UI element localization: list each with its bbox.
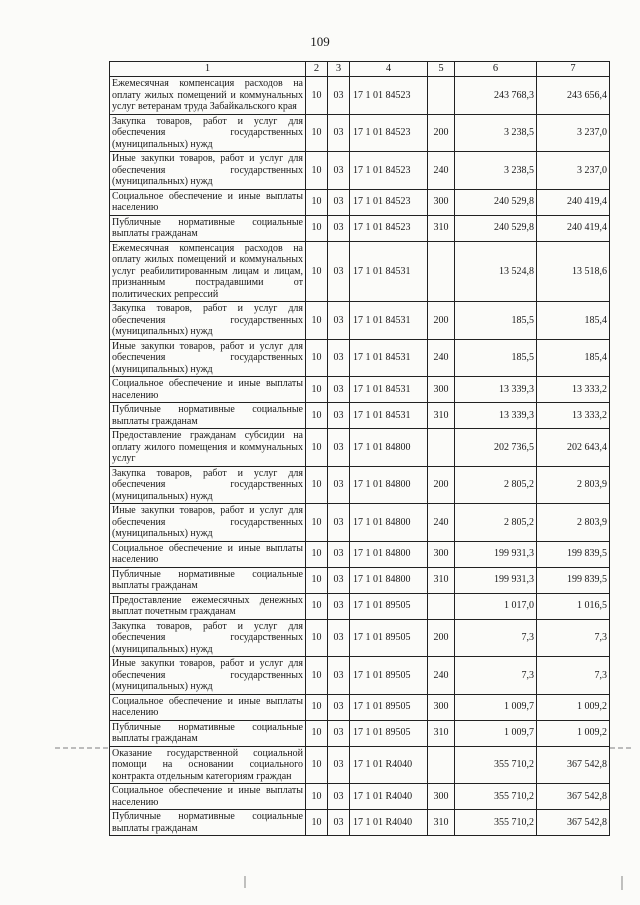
row-amount-col6: 185,5 xyxy=(455,339,537,377)
row-amount-col7: 367 542,8 xyxy=(537,784,610,810)
header-cell: 2 xyxy=(306,62,328,77)
row-amount-col6: 7,3 xyxy=(455,619,537,657)
row-amount-col7: 367 542,8 xyxy=(537,810,610,836)
row-section: 10 xyxy=(306,720,328,746)
row-subsection: 03 xyxy=(328,720,350,746)
row-section: 10 xyxy=(306,746,328,784)
row-expense-type: 200 xyxy=(428,619,455,657)
row-section: 10 xyxy=(306,152,328,190)
row-expense-type: 310 xyxy=(428,403,455,429)
row-amount-col7: 2 803,9 xyxy=(537,466,610,504)
row-target-code: 17 1 01 84800 xyxy=(350,429,428,467)
row-section: 10 xyxy=(306,657,328,695)
table-row xyxy=(110,429,610,467)
row-subsection: 03 xyxy=(328,377,350,403)
row-description: Публичные нормативные социальные выплаты гражданам xyxy=(110,215,306,241)
row-amount-col6: 355 710,2 xyxy=(455,746,537,784)
table-row xyxy=(110,593,610,619)
row-amount-col7: 13 333,2 xyxy=(537,377,610,403)
row-amount-col7: 240 419,4 xyxy=(537,215,610,241)
row-section: 10 xyxy=(306,593,328,619)
row-amount-col6: 240 529,8 xyxy=(455,215,537,241)
row-section: 10 xyxy=(306,403,328,429)
row-expense-type: 300 xyxy=(428,784,455,810)
row-target-code: 17 1 01 84531 xyxy=(350,241,428,302)
table-row xyxy=(110,541,610,567)
row-subsection: 03 xyxy=(328,339,350,377)
row-section: 10 xyxy=(306,77,328,115)
row-subsection: 03 xyxy=(328,784,350,810)
header-cell: 5 xyxy=(428,62,455,77)
row-section: 10 xyxy=(306,189,328,215)
row-subsection: 03 xyxy=(328,810,350,836)
row-subsection: 03 xyxy=(328,429,350,467)
row-description: Ежемесячная компенсация расходов на оплату жилых помещений и коммунальных услуг реабилитированным лицам и лицам, признанным пострадавшими от политических репрессий xyxy=(110,241,306,302)
row-target-code: 17 1 01 84531 xyxy=(350,403,428,429)
row-description: Социальное обеспечение и иные выплаты населению xyxy=(110,694,306,720)
row-amount-col6: 199 931,3 xyxy=(455,567,537,593)
row-subsection: 03 xyxy=(328,302,350,340)
row-target-code: 17 1 01 R4040 xyxy=(350,784,428,810)
row-subsection: 03 xyxy=(328,152,350,190)
table-row xyxy=(110,504,610,542)
row-amount-col7: 243 656,4 xyxy=(537,77,610,115)
table-row xyxy=(110,619,610,657)
table-row xyxy=(110,215,610,241)
row-subsection: 03 xyxy=(328,466,350,504)
row-section: 10 xyxy=(306,784,328,810)
row-target-code: 17 1 01 89505 xyxy=(350,720,428,746)
row-target-code: 17 1 01 84800 xyxy=(350,466,428,504)
table-row xyxy=(110,302,610,340)
row-target-code: 17 1 01 84523 xyxy=(350,152,428,190)
row-amount-col7: 202 643,4 xyxy=(537,429,610,467)
row-section: 10 xyxy=(306,215,328,241)
row-expense-type: 300 xyxy=(428,189,455,215)
row-expense-type: 300 xyxy=(428,541,455,567)
row-amount-col6: 199 931,3 xyxy=(455,541,537,567)
row-amount-col6: 2 805,2 xyxy=(455,504,537,542)
row-amount-col6: 1 017,0 xyxy=(455,593,537,619)
table-row xyxy=(110,77,610,115)
row-target-code: 17 1 01 84531 xyxy=(350,377,428,403)
row-section: 10 xyxy=(306,567,328,593)
row-subsection: 03 xyxy=(328,694,350,720)
header-cell: 7 xyxy=(537,62,610,77)
row-target-code: 17 1 01 84531 xyxy=(350,302,428,340)
table-row xyxy=(110,657,610,695)
row-amount-col6: 240 529,8 xyxy=(455,189,537,215)
row-target-code: 17 1 01 84800 xyxy=(350,504,428,542)
row-amount-col6: 243 768,3 xyxy=(455,77,537,115)
row-description: Иные закупки товаров, работ и услуг для обеспечения государственных (муниципальных) нужд xyxy=(110,504,306,542)
row-target-code: 17 1 01 84523 xyxy=(350,114,428,152)
row-subsection: 03 xyxy=(328,746,350,784)
row-subsection: 03 xyxy=(328,619,350,657)
row-expense-type xyxy=(428,77,455,115)
row-amount-col7: 1 009,2 xyxy=(537,720,610,746)
row-description: Иные закупки товаров, работ и услуг для обеспечения государственных (муниципальных) нужд xyxy=(110,657,306,695)
row-description: Публичные нормативные социальные выплаты гражданам xyxy=(110,567,306,593)
header-cell: 1 xyxy=(110,62,306,77)
table-row xyxy=(110,567,610,593)
budget-table xyxy=(109,61,610,836)
row-subsection: 03 xyxy=(328,657,350,695)
row-amount-col6: 13 524,8 xyxy=(455,241,537,302)
page-number: 109 xyxy=(310,34,330,49)
table-row xyxy=(110,377,610,403)
row-amount-col7: 199 839,5 xyxy=(537,567,610,593)
row-amount-col6: 3 238,5 xyxy=(455,152,537,190)
table-row xyxy=(110,784,610,810)
row-expense-type: 240 xyxy=(428,657,455,695)
row-expense-type: 240 xyxy=(428,504,455,542)
row-target-code: 17 1 01 84531 xyxy=(350,339,428,377)
row-section: 10 xyxy=(306,810,328,836)
row-subsection: 03 xyxy=(328,403,350,429)
row-description: Социальное обеспечение и иные выплаты населению xyxy=(110,377,306,403)
row-expense-type xyxy=(428,593,455,619)
row-description: Социальное обеспечение и иные выплаты населению xyxy=(110,541,306,567)
row-amount-col7: 185,4 xyxy=(537,339,610,377)
row-target-code: 17 1 01 84523 xyxy=(350,215,428,241)
row-description: Предоставление гражданам субсидии на оплату жилого помещения и коммунальных услуг xyxy=(110,429,306,467)
table-row xyxy=(110,152,610,190)
row-description: Иные закупки товаров, работ и услуг для обеспечения государственных (муниципальных) нужд xyxy=(110,152,306,190)
row-description: Оказание государственной социальной помощи на основании социального контракта отдельным категориям граждан xyxy=(110,746,306,784)
row-description: Публичные нормативные социальные выплаты гражданам xyxy=(110,720,306,746)
row-amount-col6: 202 736,5 xyxy=(455,429,537,467)
row-amount-col7: 240 419,4 xyxy=(537,189,610,215)
row-target-code: 17 1 01 84523 xyxy=(350,77,428,115)
row-subsection: 03 xyxy=(328,215,350,241)
row-description: Публичные нормативные социальные выплаты гражданам xyxy=(110,403,306,429)
row-section: 10 xyxy=(306,504,328,542)
row-subsection: 03 xyxy=(328,114,350,152)
row-section: 10 xyxy=(306,114,328,152)
table-row xyxy=(110,339,610,377)
row-expense-type: 200 xyxy=(428,466,455,504)
row-description: Социальное обеспечение и иные выплаты населению xyxy=(110,189,306,215)
row-amount-col7: 185,4 xyxy=(537,302,610,340)
row-amount-col6: 355 710,2 xyxy=(455,784,537,810)
row-description: Закупка товаров, работ и услуг для обеспечения государственных (муниципальных) нужд xyxy=(110,302,306,340)
row-target-code: 17 1 01 89505 xyxy=(350,619,428,657)
row-amount-col6: 2 805,2 xyxy=(455,466,537,504)
row-target-code: 17 1 01 84523 xyxy=(350,189,428,215)
row-expense-type: 240 xyxy=(428,339,455,377)
header-cell: 3 xyxy=(328,62,350,77)
row-amount-col7: 13 518,6 xyxy=(537,241,610,302)
row-subsection: 03 xyxy=(328,504,350,542)
row-description: Закупка товаров, работ и услуг для обеспечения государственных (муниципальных) нужд xyxy=(110,114,306,152)
row-amount-col7: 199 839,5 xyxy=(537,541,610,567)
row-subsection: 03 xyxy=(328,567,350,593)
row-expense-type: 240 xyxy=(428,152,455,190)
header-cell: 6 xyxy=(455,62,537,77)
row-description: Социальное обеспечение и иные выплаты населению xyxy=(110,784,306,810)
row-expense-type: 310 xyxy=(428,810,455,836)
row-expense-type: 300 xyxy=(428,694,455,720)
row-description: Публичные нормативные социальные выплаты гражданам xyxy=(110,810,306,836)
row-subsection: 03 xyxy=(328,541,350,567)
row-amount-col6: 13 339,3 xyxy=(455,403,537,429)
row-description: Ежемесячная компенсация расходов на оплату жилых помещений и коммунальных услуг ветеранам труда Забайкальского края xyxy=(110,77,306,115)
row-amount-col6: 355 710,2 xyxy=(455,810,537,836)
row-amount-col7: 1 009,2 xyxy=(537,694,610,720)
row-target-code: 17 1 01 89505 xyxy=(350,657,428,695)
row-section: 10 xyxy=(306,339,328,377)
row-subsection: 03 xyxy=(328,77,350,115)
row-amount-col7: 7,3 xyxy=(537,619,610,657)
table-row xyxy=(110,694,610,720)
row-section: 10 xyxy=(306,541,328,567)
table-row xyxy=(110,720,610,746)
row-section: 10 xyxy=(306,619,328,657)
row-amount-col7: 13 333,2 xyxy=(537,403,610,429)
header-row xyxy=(110,62,610,77)
row-amount-col6: 13 339,3 xyxy=(455,377,537,403)
row-expense-type xyxy=(428,746,455,784)
table-row xyxy=(110,114,610,152)
row-target-code: 17 1 01 89505 xyxy=(350,694,428,720)
table-row xyxy=(110,241,610,302)
row-subsection: 03 xyxy=(328,593,350,619)
header-cell: 4 xyxy=(350,62,428,77)
row-subsection: 03 xyxy=(328,241,350,302)
row-amount-col6: 1 009,7 xyxy=(455,720,537,746)
table-row xyxy=(110,189,610,215)
row-expense-type: 310 xyxy=(428,215,455,241)
row-description: Закупка товаров, работ и услуг для обеспечения государственных (муниципальных) нужд xyxy=(110,619,306,657)
table-row xyxy=(110,810,610,836)
row-expense-type: 310 xyxy=(428,720,455,746)
row-section: 10 xyxy=(306,429,328,467)
row-amount-col6: 3 238,5 xyxy=(455,114,537,152)
row-expense-type xyxy=(428,429,455,467)
row-section: 10 xyxy=(306,466,328,504)
row-section: 10 xyxy=(306,377,328,403)
row-amount-col7: 2 803,9 xyxy=(537,504,610,542)
row-description: Закупка товаров, работ и услуг для обеспечения государственных (муниципальных) нужд xyxy=(110,466,306,504)
row-description: Предоставление ежемесячных денежных выплат почетным гражданам xyxy=(110,593,306,619)
row-expense-type: 200 xyxy=(428,114,455,152)
row-section: 10 xyxy=(306,241,328,302)
row-expense-type xyxy=(428,241,455,302)
row-subsection: 03 xyxy=(328,189,350,215)
row-amount-col6: 1 009,7 xyxy=(455,694,537,720)
table-row xyxy=(110,466,610,504)
row-description: Иные закупки товаров, работ и услуг для обеспечения государственных (муниципальных) нужд xyxy=(110,339,306,377)
row-section: 10 xyxy=(306,302,328,340)
row-amount-col7: 7,3 xyxy=(537,657,610,695)
row-amount-col7: 3 237,0 xyxy=(537,152,610,190)
row-target-code: 17 1 01 89505 xyxy=(350,593,428,619)
row-expense-type: 310 xyxy=(428,567,455,593)
table-row xyxy=(110,403,610,429)
row-target-code: 17 1 01 R4040 xyxy=(350,810,428,836)
row-amount-col6: 7,3 xyxy=(455,657,537,695)
table-row xyxy=(110,746,610,784)
row-amount-col7: 367 542,8 xyxy=(537,746,610,784)
row-expense-type: 300 xyxy=(428,377,455,403)
row-target-code: 17 1 01 84800 xyxy=(350,541,428,567)
row-expense-type: 200 xyxy=(428,302,455,340)
row-target-code: 17 1 01 R4040 xyxy=(350,746,428,784)
row-amount-col7: 3 237,0 xyxy=(537,114,610,152)
row-target-code: 17 1 01 84800 xyxy=(350,567,428,593)
row-amount-col6: 185,5 xyxy=(455,302,537,340)
row-section: 10 xyxy=(306,694,328,720)
row-amount-col7: 1 016,5 xyxy=(537,593,610,619)
